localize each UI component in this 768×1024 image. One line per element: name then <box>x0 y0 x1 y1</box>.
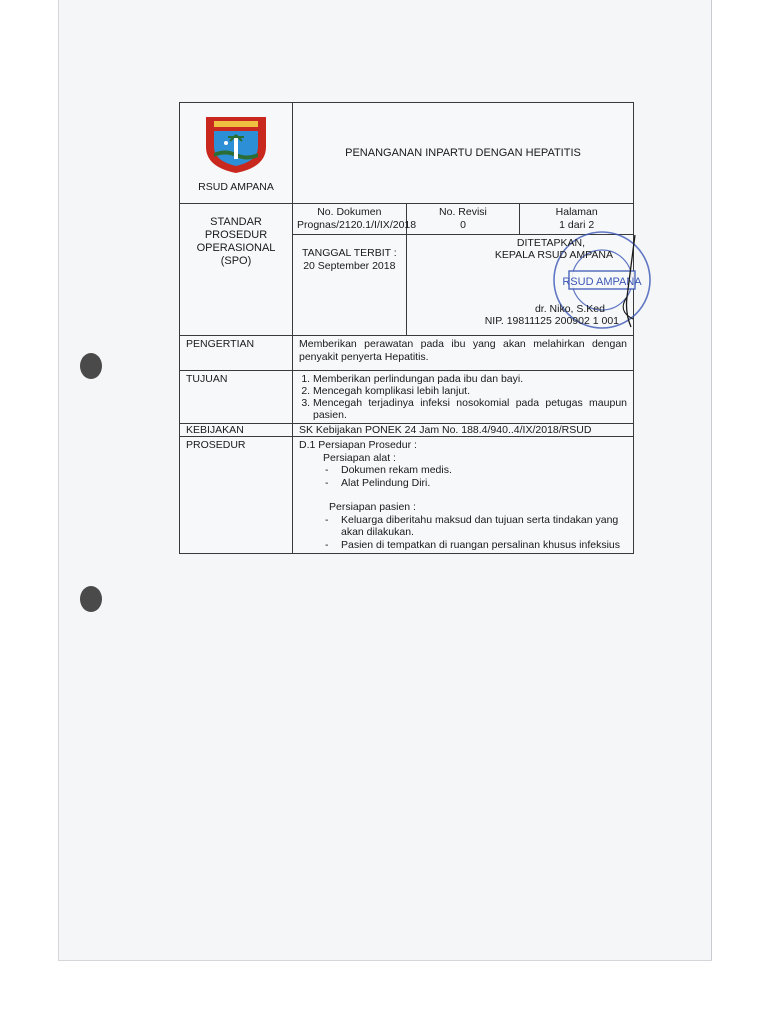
list-item: - Alat Pelindung Diri. <box>325 477 627 490</box>
logo-cell <box>180 103 293 204</box>
doc-number: Prognas/2120.1/I/IX/2018 <box>297 219 417 231</box>
punch-hole <box>80 353 102 379</box>
signer-name: dr. Niko, S.Ked <box>534 303 605 315</box>
list-item: - Pasien di tempatkan di ruangan persalinan khusus infeksius <box>325 539 627 552</box>
list-item: 2. Mencegah komplikasi lebih lanjut. <box>313 385 627 397</box>
approval-cell <box>406 235 642 336</box>
revision-label: No. Revisi <box>439 206 487 218</box>
tujuan-cell <box>293 371 634 424</box>
doc-type-line: STANDAR <box>210 216 262 228</box>
pasien-label: Persiapan pasien : <box>329 501 416 513</box>
doc-type-line: PROSEDUR <box>204 229 268 241</box>
doc-type-line: (SPO) <box>220 255 252 267</box>
alat-label: Persiapan alat : <box>323 451 396 464</box>
page-value: 1 dari 2 <box>559 219 595 231</box>
tujuan-label: TUJUAN <box>180 371 293 424</box>
list-item: - Keluarga diberitahu maksud dan tujuan serta tindakan yang akan dilakukan. <box>325 514 627 539</box>
prosedur-label: PROSEDUR <box>180 437 293 554</box>
list-item: 3. Mencegah terjadinya infeksi nosokomial pada petugas maupun pasien. <box>313 397 627 421</box>
revision-cell <box>406 204 520 235</box>
doc-number-label: No. Dokumen <box>317 206 382 218</box>
issued-label: TANGGAL TERBIT : <box>301 247 397 259</box>
list-item: 1. Memberikan perlindungan pada ibu dan bayi. <box>313 373 627 385</box>
revision-value: 0 <box>460 219 466 231</box>
approved-label: DITETAPKAN, <box>516 237 585 249</box>
approver-title: KEPALA RSUD AMPANA <box>494 249 613 261</box>
page-label: Halaman <box>555 206 598 218</box>
kebijakan-label: KEBIJAKAN <box>180 424 293 437</box>
stamp-text: RSUD AMPANA <box>562 276 642 288</box>
page-title: PENANGANAN INPARTU DENGAN HEPATITIS <box>293 103 634 204</box>
issued-cell <box>293 235 407 336</box>
hospital-name: RSUD AMPANA <box>198 181 274 193</box>
issued-date: 20 September 2018 <box>303 260 396 272</box>
doc-number-cell <box>293 204 417 235</box>
signer-nip: NIP. 19811125 200902 1 001 <box>484 315 619 327</box>
hospital-logo-icon <box>200 113 272 175</box>
doc-type-line: OPERASIONAL <box>196 242 276 254</box>
prosedur-heading: D.1 Persiapan Prosedur : <box>299 439 417 451</box>
kebijakan-text: SK Kebijakan PONEK 24 Jam No. 188.4/940..4/IX/2018/RSUD <box>293 424 634 437</box>
punch-hole <box>80 586 102 612</box>
doc-type-cell <box>180 204 293 336</box>
list-item: - Dokumen rekam medis. <box>325 464 627 477</box>
prosedur-cell <box>293 437 634 554</box>
pengertian-label: PENGERTIAN <box>180 336 293 371</box>
pengertian-text: Memberikan perawatan pada ibu yang akan melahirkan dengan penyakit penyerta Hepatitis. <box>293 336 634 371</box>
spo-table <box>179 102 642 554</box>
